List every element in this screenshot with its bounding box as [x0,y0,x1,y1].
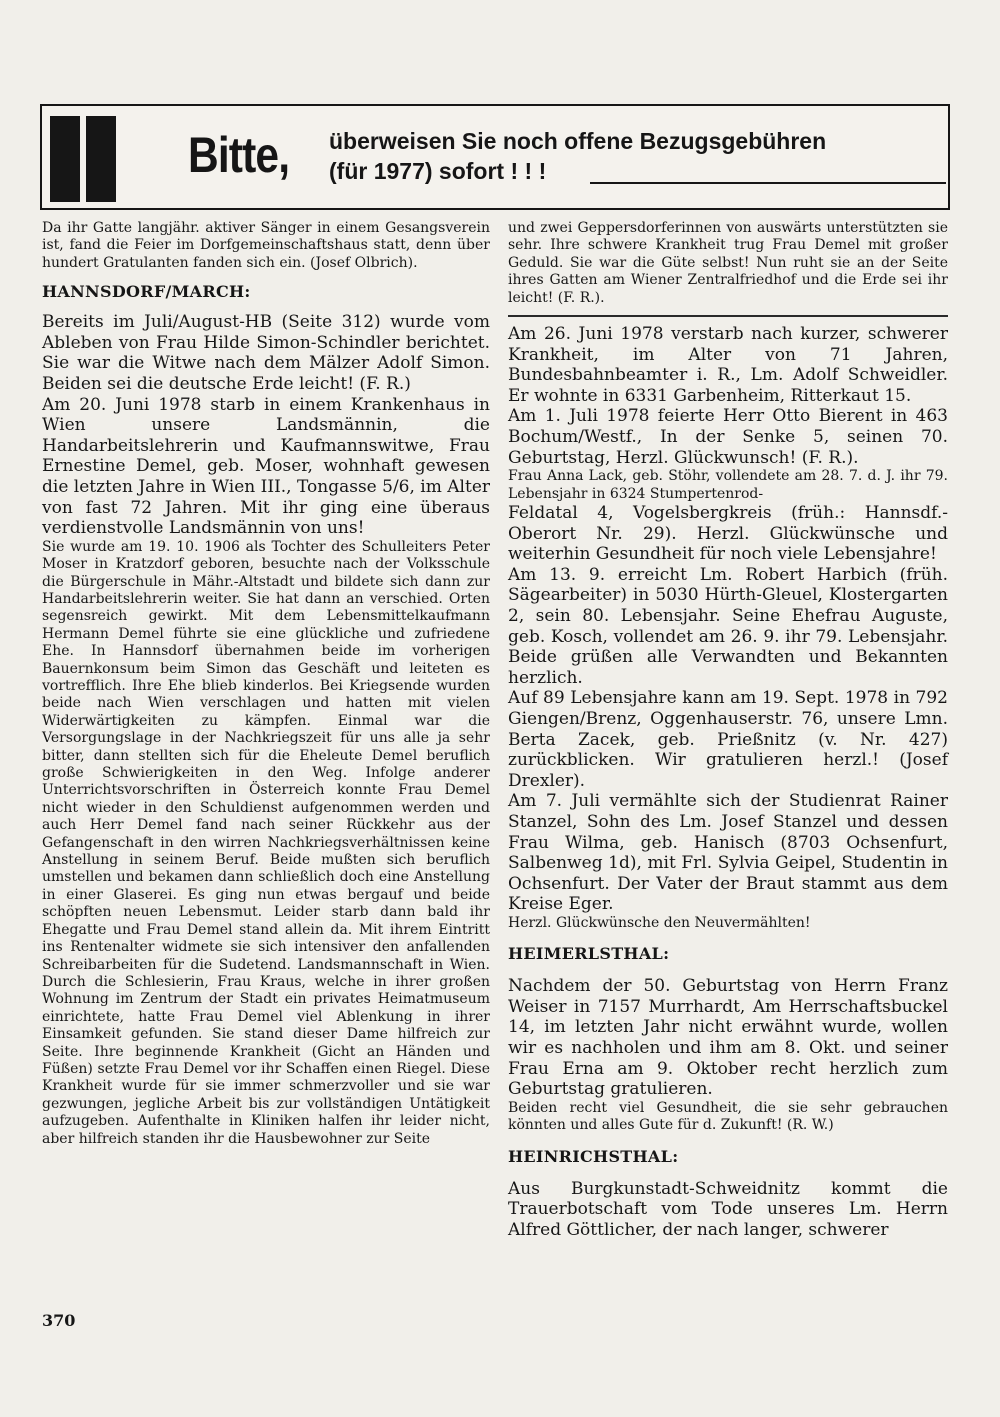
right-column [508,220,948,1240]
right-para-6: Am 7. Juli vermählte sich der Studienrat Rainer Stanzel, Sohn des Lm. Josef Stanzel und dessen Frau Wilma, geb. Hanisch (8703 Ochsenfurt, Salbenweg 1d), mit Frl. Sylvia Geipel, Studentin in Ochsenfurt. Der Vater der Braut stammt aus dem Kreise Eger. [508,791,948,915]
right-para-3a: Frau Anna Lack, geb. Stöhr, vollendete am 28. 7. d. J. ihr 79. Lebensjahr in 6324 Stumpertenrod- [508,468,948,502]
page-number: 370 [42,1311,76,1330]
right-para-4: Am 13. 9. erreicht Lm. Robert Harbich (früh. Sägearbeiter) in 5030 Hürth-Gleuel, Klostergarten 2, sein 80. Lebensjahr. Seine Ehefrau Auguste, geb. Kosch, vollendet am 26. 9. ihr 79. Lebensjahr. Beide grüßen alle Verwandten und Bekannten herzlich. [508,564,948,688]
banner-line-1: überweisen Sie noch offene Bezugsgebühren [329,128,827,154]
right-para-5: Auf 89 Lebensjahre kann am 19. Sept. 1978 in 792 Giengen/Brenz, Oggenhauserstr. 76, unsere Lmn. Berta Zacek, geb. Prießnitz (v. Nr. 427) zurückblicken. Wir gratulieren herzl.! (Josef Drexler). [508,688,948,791]
right-para-10: Aus Burgkunstadt-Schweidnitz kommt die Trauerbotschaft vom Tode unseres Lm. Herrn Alfred Göttlicher, der nach langer, schwerer [508,1178,948,1240]
left-para-3: Sie wurde am 19. 10. 1906 als Tochter des Schulleiters Peter Moser in Kratzdorf geboren, besuchte nach der Volksschule die Bürgerschule in Mähr.-Altstadt und bildete sich dann zur Handarbeitslehrerin weiter. Sie hat dann an verschied. Orten segensreich gewirkt. Mit dem Lebensmittelkaufmann Hermann Demel führte sie eine glückliche und zufriedene Ehe. In Hannsdorf übernahmen beide im vorherigen Bauernkonsum beim Simon das Geschäft und leiteten es vortrefflich. Ihre Ehe blieb kinderlos. Bei Kriegsende wurden beide nach Wien verschlagen und hatten mit vielen Widerwärtigkeiten zu kämpfen. Einmal war die Versorgungslage in der Nachkriegszeit für uns alle ja sehr bitter, dann stellten sich für die Eheleute Demel beruflich große Schwierigkeiten in den Weg. Infolge anderer Unterrichtsvorschriften in Österreich konnte Frau Demel nicht wieder in den Schuldienst aufgenommen werden und auch Herr Demel fand nach seiner Rückkehr aus der Gefangenschaft in den wirren Nachkriegsverhältnissen keine Anstellung in seinem Beruf. Beide mußten sich beruflich umstellen und bekamen dann schließlich doch eine Anstellung in einer Glaserei. Es ging nun etwas bergauf und beide schöpften neuen Lebensmut. Leider starb dann bald ihr Ehegatte und Frau Demel stand allein da. Mit ihrem Eintritt ins Rentenalter widmete sie sich intensiver den anfallenden Schreibarbeiten für die Sudetend. Landsmannschaft in Wien. Durch die Schlesierin, Frau Kraus, welche in ihrer großen Wohnung im Zentrum der Stadt ein privates Heimatmuseum einrichtete, hatte Frau Demel viel Ablenkung in ihrer Einsamkeit gefunden. Sie stand dieser Dame hilfreich zur Seite. Ihre beginnende Krankheit (Gicht an Händen und Füßen) setzte Frau Demel vor ihr Schaffen einen Riegel. Diese Krankheit wurde für sie immer schmerzvoller und sie war gezwungen, jegliche Arbeit bis zur vollständigen Untätigkeit aufzugeben. Aufenthalte in Kliniken halfen ihr leider nicht, aber hilfreich standen ihr die Hausbewohner zur Seite [42,538,490,1147]
left-para-2: Am 20. Juni 1978 starb in einem Krankenhaus in Wien unsere Landsmännin, die Handarbeitslehrerin und Kaufmannswitwe, Frau Ernestine Demel, geb. Moser, wohnhaft gewesen die letzten Jahre in Wien III., Tongasse 5/6, im Alter von fast 72 Jahren. Mit ihr ging eine überaus verdienstvolle Landsmännin von uns! [42,394,490,539]
banner-rule [590,182,946,184]
right-para-3b: Feldatal 4, Vogelsbergkreis (früh.: Hannsdf.-Oberort Nr. 29). Herzl. Glückwünsche und weiterhin Gesundheit für noch viele Lebensjahre! [508,503,948,565]
right-para-9: Beiden recht viel Gesundheit, die sie sehr gebrauchen könnten und alles Gute für d. Zukunft! (R. W.) [508,1099,948,1134]
banner-bitte: Bitte, [188,127,290,183]
banner-line-2: (für 1977) sofort ! ! ! [329,158,547,184]
heading-heimerlsthal: HEIMERLSTHAL: [508,944,670,964]
right-para-2: Am 1. Juli 1978 feierte Herr Otto Bierent in 463 Bochum/Westf., In der Senke 5, seinen 70. Geburtstag, Herzl. Glückwunsch! (F. R.). [508,406,948,468]
right-para-7: Herzl. Glückwünsche den Neuvermählten! [508,914,811,931]
subscription-banner [40,104,950,210]
left-column [42,220,490,1148]
left-intro: Da ihr Gatte langjähr. aktiver Sänger in einem Gesangsverein ist, fand die Feier im Dorfgemeinschaftshaus statt, denn über hundert Gratulanten fanden sich ein. (Josef Olbrich). [42,220,490,271]
heading-heinrichsthal: HEINRICHSTHAL: [508,1146,679,1166]
right-para-1: Am 26. Juni 1978 verstarb nach kurzer, schwerer Krankheit, im Alter von 71 Jahren, Bundesbahnbeamter i. R., Lm. Adolf Schweidler. Er wohnte in 6331 Garbenheim, Ritterkaut 15. [508,324,948,406]
left-para-1: Bereits im Juli/August-HB (Seite 312) wurde vom Ableben von Frau Hilde Simon-Schindler berichtet. Sie war die Witwe nach dem Mälzer Adolf Simon. Beiden sei die deutsche Erde leicht! (F. R.) [42,312,490,394]
banner-black-bar [50,116,80,202]
banner-black-bar-2 [86,116,116,202]
section-divider [508,315,948,317]
heading-hannsdorf: HANNSDORF/MARCH: [42,282,251,302]
right-para-8: Nachdem der 50. Geburtstag von Herrn Franz Weiser in 7157 Murrhardt, Am Herrschaftsbuckel 14, im letzten Jahr nicht erwähnt wurde, wollen wir es nachholen und ihm am 8. Okt. und seiner Frau Erna am 9. Oktober recht herzlich zum Geburtstag gratulieren. [508,976,948,1100]
right-intro: und zwei Geppersdorferinnen von auswärts unterstützten sie sehr. Ihre schwere Krankheit trug Frau Demel mit großer Geduld. Sie war die Güte selbst! Nun ruht sie an der Seite ihres Gatten am Wiener Zentralfriedhof und die Erde sei ihr leicht! (F. R.). [508,220,948,306]
